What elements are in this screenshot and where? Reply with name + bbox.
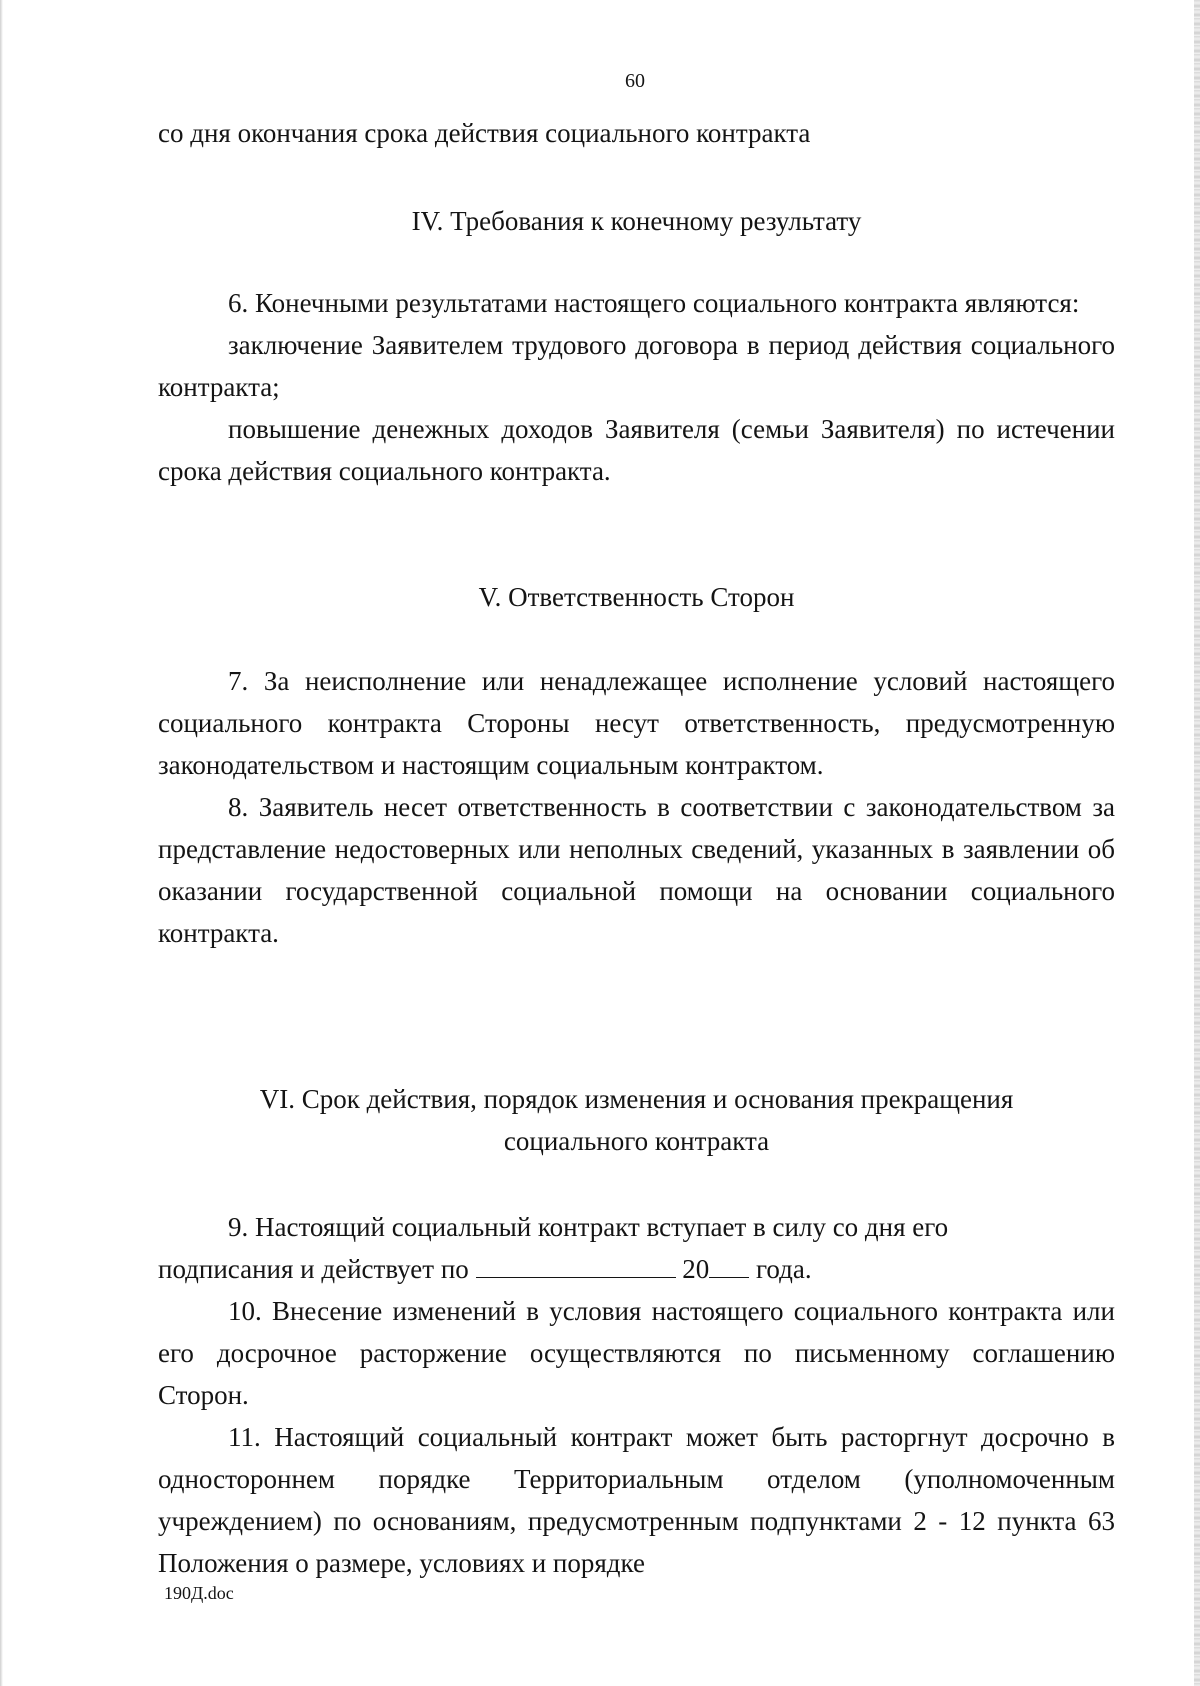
section-6-heading-line2: социального контракта [503,1126,770,1156]
year-prefix: 20 [682,1254,710,1284]
paragraph-6a: заключение Заявителем трудового договора в период действия социального контракта; [158,330,1115,402]
paragraph-9-end: года. [756,1254,812,1284]
file-name-footer: 190Д.doc [164,1583,234,1603]
section-4 [158,200,1115,242]
section-4-heading: IV. Требования к конечному результату [411,206,862,236]
paragraph-6b: повышение денежных доходов Заявителя (семьи Заявителя) по истечении срока действия социального контракта. [158,414,1115,486]
scan-edge-left [0,0,3,1686]
scan-edge-right [1194,0,1200,1686]
continuation-block [158,112,1115,154]
paragraph-7: 7. За неисполнение или ненадлежащее исполнение условий настоящего социального контракта Стороны несут ответственность, предусмотренную законодательством и настоящим социальным контрактом. [158,666,1115,780]
section-6-heading-line1: VI. Срок действия, порядок изменения и основания прекращения [259,1084,1014,1114]
section-5-body [158,660,1115,954]
page-number: 60 [625,70,645,92]
continuation-line: со дня окончания срока действия социального контракта [158,118,811,148]
section-6-body [158,1206,1115,1584]
paragraph-9-line2 [158,1248,1115,1290]
year-blank-field[interactable] [709,1251,749,1278]
date-blank-field[interactable] [476,1251,676,1278]
paragraph-9-line1: 9. Настоящий социальный контракт вступает в силу со дня его [228,1212,949,1242]
paragraph-10: 10. Внесение изменений в условия настоящего социального контракта или его досрочное расторжение осуществляются по письменному соглашению Сторон. [158,1296,1115,1410]
section-4-body [158,282,1115,492]
section-6 [158,1078,1115,1162]
paragraph-11: 11. Настоящий социальный контракт может быть расторгнут досрочно в одностороннем порядке Территориальным отделом (уполномоченным учреждением) по основаниям, предусмотренным подпунктами 2 - 12 пункта 63 Положения о размере, условиях и порядке [158,1422,1115,1578]
section-5 [158,576,1115,618]
paragraph-9-text: подписания и действует по [158,1254,469,1284]
section-5-heading: V. Ответственность Сторон [478,582,795,612]
paragraph-6: 6. Конечными результатами настоящего социального контракта являются: [228,288,1080,318]
paragraph-8: 8. Заявитель несет ответственность в соответствии с законодательством за представление недостоверных или неполных сведений, указанных в заявлении об оказании государственной социальной помощи на основании социального контракта. [158,792,1115,948]
